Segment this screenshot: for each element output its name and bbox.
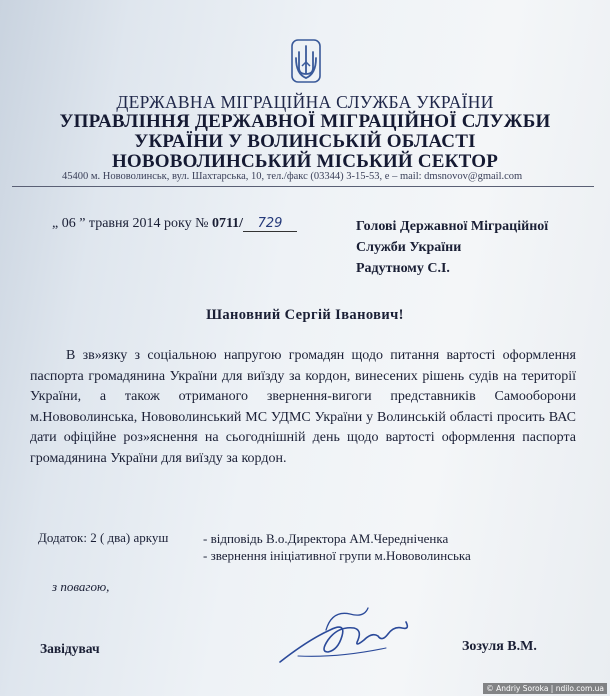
org-name-line2: УПРАВЛІННЯ ДЕРЖАВНОЇ МІГРАЦІЙНОЇ СЛУЖБИ <box>59 111 551 132</box>
reference-line <box>52 216 297 232</box>
attachment-list <box>203 530 471 564</box>
greeting: Шановний Сергій Іванович! <box>206 307 404 323</box>
org-name-line4: НОВОВОЛИНСЬКИЙ МІСЬКИЙ СЕКТОР <box>111 151 499 172</box>
addressee-line: Голові Державної Міграційної <box>356 219 549 234</box>
reference-handwritten-number: 729 <box>243 216 297 232</box>
reference-date: „ 06 ” травня 2014 року № <box>52 216 212 231</box>
addressee-block <box>356 216 548 279</box>
attachment-label: Додаток: 2 ( два) аркуш <box>38 530 169 545</box>
org-name-line1: ДЕРЖАВНА МІГРАЦІЙНА СЛУЖБА УКРАЇНИ <box>116 92 494 112</box>
closing-regards: з повагою, <box>52 579 110 594</box>
letter-body <box>30 346 576 469</box>
org-name-line3: УКРАЇНИ У ВОЛИНСЬКІЙ ОБЛАСТІ <box>134 131 476 152</box>
addressee-line: Радутному С.І. <box>356 261 450 276</box>
watermark: © Andriy Soroka | ndilo.com.ua <box>483 683 607 694</box>
contact-line: 45400 м. Нововолинськ, вул. Шахтарська, 10, тел./факс (03344) 3-15-53, e – mail: dmsnovov@gmail.com <box>62 171 523 182</box>
trident-icon <box>290 38 322 86</box>
handwritten-signature <box>268 600 418 670</box>
attachment-item: - звернення ініціативної групи м.Нововолинська <box>203 548 471 563</box>
attachment-item: - відповідь В.о.Директора АМ.Чередніченка <box>203 531 449 546</box>
reference-number: 0711/ <box>211 216 244 231</box>
signer-name: Зозуля В.М. <box>462 639 537 654</box>
header-divider <box>12 186 594 187</box>
body-paragraph: В зв»язку з соціальною напругою громадян щодо питання вартості оформлення паспорта громадянина України для виїзду за кордон, винесених рішень судів на території України, а також отриманого звернення-вигоги представників Самооборони м.Нововолинська, Нововолинський МС УДМС України у Волинській області просить ВАС дати офіційне роз»яснення на сьогоднішній день щодо вартості оформлення паспорта громадянина України для виїзду за кордон. <box>30 348 576 466</box>
addressee-line: Служби України <box>356 240 462 255</box>
signer-role: Завідувач <box>40 641 100 656</box>
